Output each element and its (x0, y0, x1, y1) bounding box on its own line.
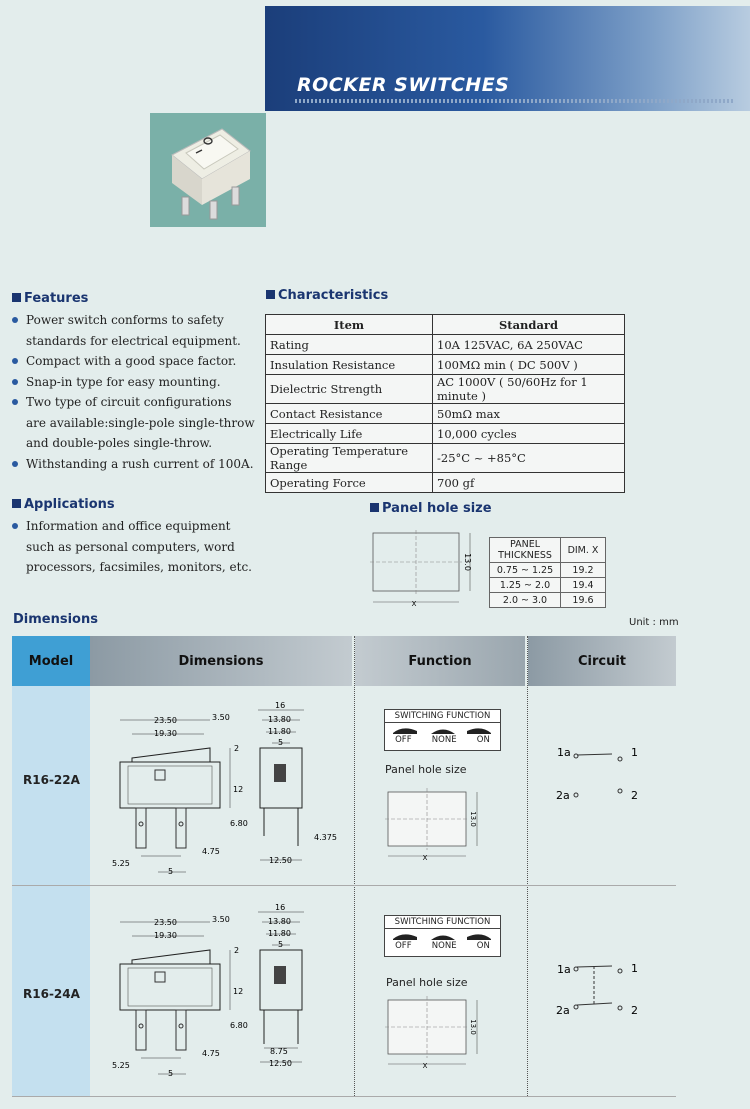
table-row (266, 444, 625, 473)
dim-label: 11.80 (268, 727, 291, 736)
cell-standard: AC 1000V ( 50/60Hz for 1 minute ) (433, 375, 625, 404)
rocker-position-icons (385, 723, 500, 735)
switching-function-box (384, 915, 501, 957)
state-off: OFF (395, 735, 412, 745)
dim-label: 6.80 (230, 819, 248, 828)
col-header-dim: DIM. X (561, 538, 606, 563)
dim-label: 12 (233, 785, 244, 794)
terminal-label: 2 (631, 789, 638, 802)
cell-standard: -25°C ~ +85°C (433, 444, 625, 473)
row-divider (12, 1096, 676, 1097)
switching-function-label: SWITCHING FUNCTION (385, 710, 500, 723)
model-column (12, 686, 90, 1096)
cell-item: Operating Force (266, 473, 433, 493)
terminal-label: 2a (556, 789, 570, 802)
cell-standard: 700 gf (433, 473, 625, 493)
feature-item: Snap-in type for easy mounting. (10, 372, 255, 393)
application-item: Information and office equipment (10, 516, 260, 537)
cell-standard: 10,000 cycles (433, 424, 625, 444)
dim-label: 12.50 (269, 1059, 292, 1068)
state-on: ON (476, 941, 490, 951)
panel-hole-heading: Panel hole size (370, 501, 492, 516)
applications-list (10, 516, 260, 578)
terminal-label: 1 (631, 962, 638, 975)
table-row (490, 593, 606, 608)
state-on: ON (476, 735, 490, 745)
circuit-diagram (550, 952, 650, 1022)
terminal-label: 1a (557, 963, 571, 976)
terminal-label: 1 (631, 746, 638, 759)
switching-function-label: SWITCHING FUNCTION (385, 916, 500, 929)
col-header-function: Function (355, 636, 525, 686)
dim-label: 19.30 (154, 729, 177, 738)
cell-dim: 19.6 (561, 593, 606, 608)
dim-label: 2 (234, 744, 240, 753)
product-photo (150, 113, 266, 227)
dim-label: 23.50 (154, 716, 177, 725)
feature-item: Power switch conforms to safety (10, 310, 255, 331)
cell-thickness: 1.25 ~ 2.0 (490, 578, 561, 593)
dim-x-label: X (422, 1062, 428, 1070)
dim-label: 16 (275, 701, 286, 710)
dim-label: 11.80 (268, 929, 291, 938)
cell-dim: 19.4 (561, 578, 606, 593)
panel-hole-diagram (370, 530, 482, 608)
characteristics-heading: Characteristics (266, 288, 388, 303)
applications-heading: Applications (12, 497, 115, 512)
dim-x-label: X (411, 600, 417, 608)
divider (354, 636, 355, 1096)
table-row (490, 563, 606, 578)
features-list (10, 310, 255, 474)
dim-label: 19.30 (154, 931, 177, 940)
model-label: R16-24A (23, 987, 80, 1001)
feature-item: Withstanding a rush current of 100A. (10, 454, 255, 475)
col-header-dimensions: Dimensions (90, 636, 352, 686)
table-row (266, 335, 625, 355)
dim-height-label: 13.0 (463, 553, 472, 571)
cell-item: Dielectric Strength (266, 375, 433, 404)
dim-label: 12.50 (269, 856, 292, 865)
page-title: ROCKER SWITCHES (297, 74, 510, 96)
panel-hole-diagram (385, 996, 485, 1071)
dim-height-label: 13.0 (469, 1019, 477, 1035)
feature-item: and double-poles single-throw. (26, 436, 213, 450)
dim-label: 12 (233, 987, 244, 996)
feature-item: Compact with a good space factor. (10, 351, 255, 372)
panel-hole-diagram (385, 788, 485, 863)
switching-function-box (384, 709, 501, 751)
terminal-label: 1a (557, 746, 571, 759)
terminal-label: 2a (556, 1004, 570, 1017)
col-header-circuit: Circuit (528, 636, 676, 686)
dimensions-heading: Dimensions (13, 612, 98, 627)
table-row (266, 375, 625, 404)
dim-label: 13.80 (268, 715, 291, 724)
cell-dim: 19.2 (561, 563, 606, 578)
state-none: NONE (431, 941, 457, 951)
cell-thickness: 2.0 ~ 3.0 (490, 593, 561, 608)
cell-standard: 10A 125VAC, 6A 250VAC (433, 335, 625, 355)
rocker-position-icons (385, 929, 500, 941)
col-header-thickness: PANEL THICKNESS (490, 538, 561, 563)
table-row (266, 355, 625, 375)
cell-item: Contact Resistance (266, 404, 433, 424)
dim-label: 3.50 (212, 713, 230, 722)
dimension-drawing-r16-22a (92, 696, 354, 881)
state-off: OFF (395, 941, 412, 951)
dim-label: 5.25 (112, 1061, 130, 1070)
col-header-model: Model (12, 636, 90, 686)
dim-label: 3.50 (212, 915, 230, 924)
dim-label: 5 (278, 738, 284, 747)
dim-label: 4.375 (314, 833, 337, 842)
cell-item: Insulation Resistance (266, 355, 433, 375)
table-row (266, 473, 625, 493)
dimension-drawing-r16-24a (92, 898, 354, 1083)
dim-label: 4.75 (202, 847, 220, 856)
circuit-diagram (550, 740, 650, 810)
table-row (490, 578, 606, 593)
dim-label: 5 (168, 867, 174, 876)
dim-label: 16 (275, 903, 286, 912)
dim-height-label: 13.0 (469, 811, 477, 827)
dim-label: 6.80 (230, 1021, 248, 1030)
table-row (266, 424, 625, 444)
dim-label: 5.25 (112, 859, 130, 868)
panel-hole-size-label: Panel hole size (386, 976, 468, 989)
dim-label: 23.50 (154, 918, 177, 927)
application-item: such as personal computers, word (26, 539, 235, 554)
col-header-standard: Standard (433, 315, 625, 335)
application-item: processors, facsimiles, monitors, etc. (26, 560, 252, 574)
feature-item: standards for electrical equipment. (26, 333, 241, 348)
state-none: NONE (431, 735, 457, 745)
cell-item: Electrically Life (266, 424, 433, 444)
feature-item: Two type of circuit configurations (10, 392, 255, 413)
feature-item: are available:single-pole single-throw (26, 415, 255, 430)
cell-standard: 50mΩ max (433, 404, 625, 424)
dim-x-label: X (422, 854, 428, 862)
cell-thickness: 0.75 ~ 1.25 (490, 563, 561, 578)
table-row (266, 404, 625, 424)
dim-label: 4.75 (202, 1049, 220, 1058)
dim-label: 5 (278, 940, 284, 949)
cell-item: Rating (266, 335, 433, 355)
unit-label: Unit : mm (629, 617, 679, 628)
dim-label: 8.75 (270, 1047, 288, 1056)
features-heading: Features (12, 291, 88, 306)
model-label: R16-22A (23, 773, 80, 787)
terminal-label: 2 (631, 1004, 638, 1017)
cell-standard: 100MΩ min ( DC 500V ) (433, 355, 625, 375)
divider (527, 636, 528, 1096)
panel-hole-size-label: Panel hole size (385, 763, 467, 776)
dim-label: 5 (168, 1069, 174, 1078)
dim-label: 2 (234, 946, 240, 955)
characteristics-table (265, 314, 625, 493)
panel-thickness-table (489, 537, 606, 608)
col-header-item: Item (266, 315, 433, 335)
dim-label: 13.80 (268, 917, 291, 926)
row-divider (12, 885, 676, 886)
cell-item: Operating Temperature Range (266, 444, 433, 473)
